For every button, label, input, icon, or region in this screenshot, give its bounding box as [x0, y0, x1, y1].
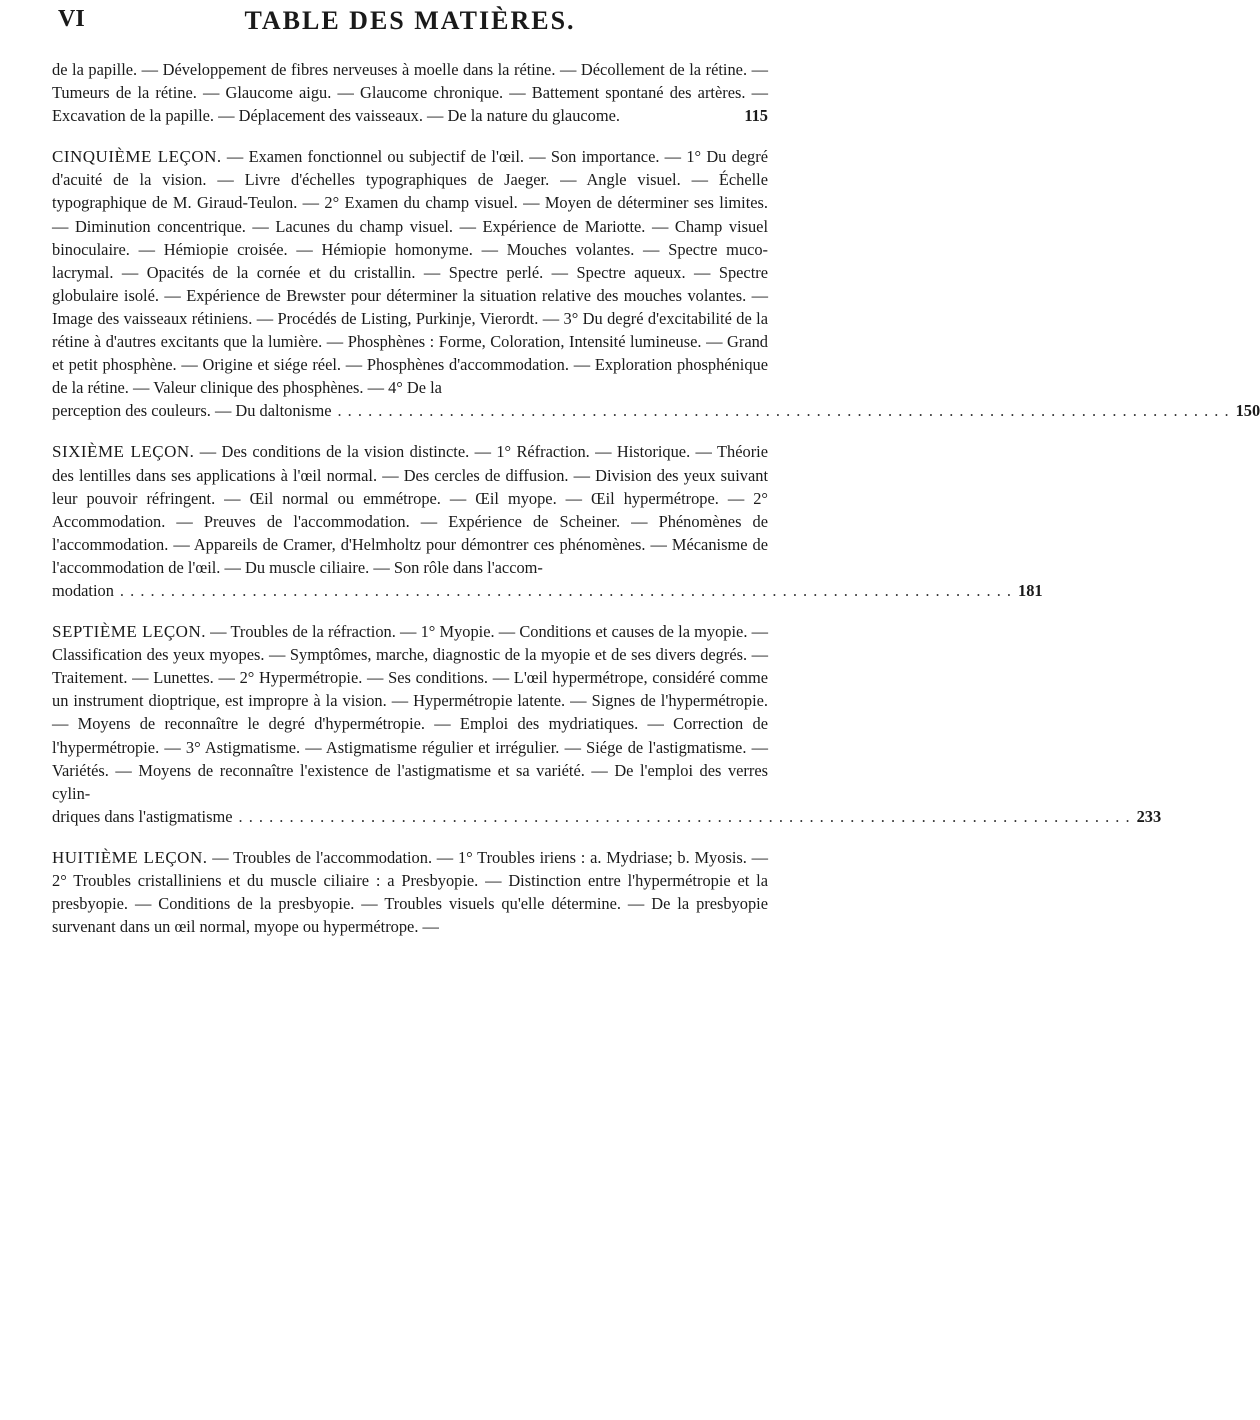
leader-dots: . . . . . . . . . . . . . . . . . . . . . . . . . . . . . . . . . . . . . . . . . . . . . . . . . . . . . . . . . . . . . . . . . . . . . . . . . . . . . . . . . . . . . . . .	[337, 401, 1230, 421]
page-number: 115	[744, 106, 768, 126]
toc-entry	[52, 620, 1162, 828]
entry-body: — Troubles de l'accommodation. — 1° Troubles iriens : a. Mydriase; b. Myosis. — 2° Troubles cristalliniens et du muscle ciliaire : a Presbyopie. — Distinction entre l'hypermétropie et la presbyopie. — Conditions de la presbyopie. — Troubles visuels qu'elle détermine. — De la presbyopie survenant dans un œil normal, myope ou hypermétrope. —	[52, 847, 768, 937]
leader-dots: . . . . . . . . . . . . . . . . . . . . . . . . . . . . . . . . . . . . . . . . . . . . . . . . . . . . . . . . . . . . . . . . . . . . . . . . . . . . . . . . . . . . . . . .	[119, 580, 1013, 600]
running-title: TABLE DES MATIÈRES.	[244, 6, 576, 35]
leader-dots: . . . . . . . . . . . . . . . . . . . . . . . . . . . . . . . . . . . . . . . . . . . . . . . . . . . . . . . . . . . . . . . . . . . . . . . . . . . . . . . . . . . . . . . .	[238, 806, 1131, 826]
lesson-title: SIXIÈME LEÇON.	[52, 442, 195, 462]
entry-last-line: modation	[52, 580, 114, 600]
lesson-title: HUITIÈME LEÇON.	[52, 847, 208, 867]
entry-body: — Troubles de la réfraction. — 1° Myopie. — Conditions et causes de la myopie. — Classification des yeux myopes. — Symptômes, marche, diagnostic de la myopie et de ses divers degrés. — Traitement. — Lunettes. — 2° Hypermétropie. — Ses conditions. — L'œil hypermétrope, considéré comme un instrument dioptrique, est impropre à la vision. — Hypermétropie latente. — Signes de l'hypermétropie. — Moyens de reconnaître le degré d'hypermétropie. — Emploi des mydriatiques. — Correction de l'hypermétropie. — 3° Astigmatisme. — Astigmatisme régulier et irrégulier. — Siége de l'astigmatisme. — Variétés. — Moyens de reconnaître l'existence de l'astigmatisme et sa variété. — De l'emploi des verres cylin-	[52, 622, 769, 803]
entry-body: — Examen fonctionnel ou subjectif de l'œil. — Son importance. — 1° Du degré d'acuité de la vision. — Livre d'échelles typographiques de Jaeger. — Angle visuel. — Échelle typographique de M. Giraud-Teulon. — 2° Examen du champ visuel. — Moyen de déterminer ses limites. — Diminution concentrique. — Lacunes du champ visuel. — Expérience de Mariotte. — Champ visuel binoculaire. — Hémiopie croisée. — Hémiopie homonyme. — Mouches volantes. — Spectre muco-lacrymal. — Opacités de la cornée et du cristallin. — Spectre perlé. — Spectre aqueux. — Spectre globulaire isolé. — Expérience de Brewster pour déterminer la situation relative des mouches volantes. — Image des vaisseaux rétiniens. — Procédés de Listing, Purkinje, Vierordt. — 3° Du degré d'excitabilité de la rétine à d'autres excitants que la lumière. — Phosphènes : Forme, Coloration, Intensité lumineuse. — Grand et petit phosphène. — Origine et siége réel. — Phosphènes d'accommodation. — Exploration phosphénique de la rétine. — Valeur clinique des phosphènes. — 4° De la	[52, 147, 768, 398]
lesson-title: CINQUIÈME LEÇON.	[52, 147, 222, 167]
continued-entry-text: de la papille. — Développement de fibres nerveuses à moelle dans la rétine. — Décollement de la rétine. — Tumeurs de la rétine. — Glaucome aigu. — Glaucome chronique. — Battement spontané des artères. — Excavation de la papille. — Déplacement des vaisseaux. — De la nature du glaucome.	[52, 60, 768, 126]
lesson-title: SEPTIÈME LEÇON.	[52, 622, 206, 642]
page-header	[52, 0, 768, 58]
page-number: 181	[1018, 580, 1043, 600]
toc-entry	[52, 440, 1043, 602]
page-number: 150	[1235, 401, 1260, 421]
folio: VI	[58, 6, 85, 32]
page-number: 233	[1136, 806, 1162, 826]
toc-entry	[52, 145, 1260, 422]
entry-body: — Des conditions de la vision distincte. — 1° Réfraction. — Historique. — Théorie des lentilles dans ses applications à l'œil normal. — Des cercles de diffusion. — Division des yeux suivant leur pouvoir réfringent. — Œil normal ou emmétrope. — Œil myope. — Œil hypermétrope. — 2° Accommodation. — Preuves de l'accommodation. — Expérience de Scheiner. — Phénomènes de l'accommodation. — Appareils de Cramer, d'Helmholtz pour démontrer ces phénomènes. — Mécanisme de l'accommodation de l'œil. — Du muscle ciliaire. — Son rôle dans l'accom-	[52, 442, 768, 577]
entry-last-line: driques dans l'astigmatisme	[52, 806, 233, 826]
entry-last-line: perception des couleurs. — Du daltonisme	[52, 401, 332, 421]
toc-entry	[52, 846, 768, 938]
continued-entry	[52, 58, 768, 127]
